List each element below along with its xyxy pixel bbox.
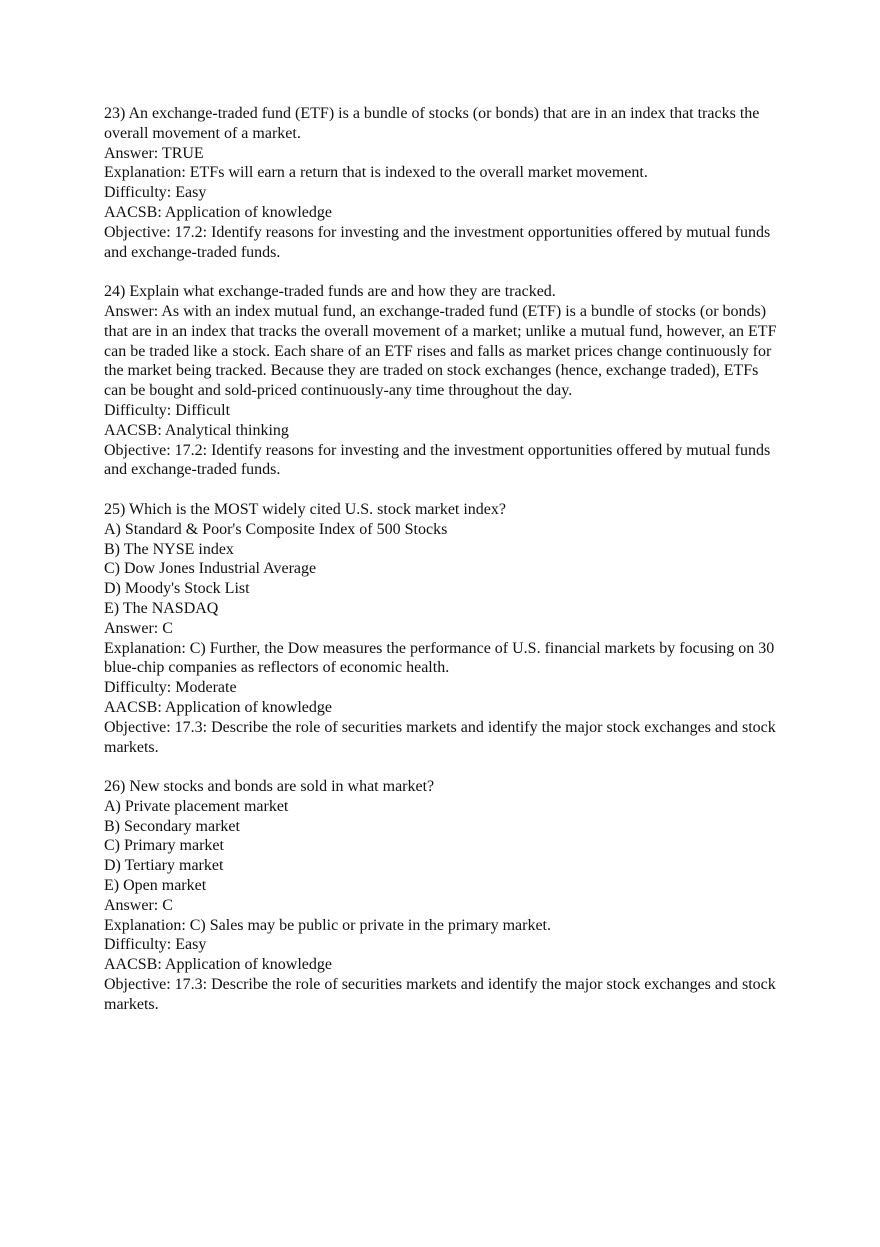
explanation-line: Explanation: C) Further, the Dow measures the performance of U.S. financial markets by focusing on 30 blue-chip companies as reflectors of economic health. bbox=[104, 639, 775, 677]
option-c: C) Primary market bbox=[104, 837, 224, 855]
option-b: B) Secondary market bbox=[104, 817, 240, 835]
option-e: E) Open market bbox=[104, 877, 207, 895]
aacsb-line: AACSB: Application of knowledge bbox=[104, 698, 332, 716]
objective-line: Objective: 17.3: Describe the role of securities markets and identify the major stock exchanges and stock markets. bbox=[104, 718, 776, 756]
objective-line: Objective: 17.2: Identify reasons for investing and the investment opportunities offered by mutual funds and exchange-traded funds. bbox=[104, 441, 771, 479]
aacsb-line: AACSB: Analytical thinking bbox=[104, 421, 289, 439]
question-26 bbox=[104, 777, 784, 1015]
answer-line: Answer: As with an index mutual fund, an exchange-traded fund (ETF) is a bundle of stocks (or bonds) that are in an index that tracks the overall movement of a market; unlike a mutual fund, however, an ETF can be traded like a stock. Each share of an ETF rises and falls as market prices change continuously for the market being tracked. Because they are traded on stock exchanges (hence, exchange traded), ETFs can be bought and sold-priced continuously-any time throughout the day. bbox=[104, 302, 777, 400]
difficulty-line: Difficulty: Moderate bbox=[104, 679, 237, 697]
answer-line: Answer: TRUE bbox=[104, 144, 204, 162]
question-24 bbox=[104, 282, 784, 480]
answer-line: Answer: C bbox=[104, 896, 173, 914]
question-list bbox=[104, 104, 784, 1034]
option-a: A) Standard & Poor's Composite Index of 500 Stocks bbox=[104, 520, 448, 538]
option-d: D) Moody's Stock List bbox=[104, 580, 250, 598]
difficulty-line: Difficulty: Easy bbox=[104, 936, 207, 954]
question-stem: 23) An exchange-traded fund (ETF) is a bundle of stocks (or bonds) that are in an index that tracks the overall movement of a market. bbox=[104, 105, 760, 142]
option-b: B) The NYSE index bbox=[104, 540, 234, 558]
question-stem: 25) Which is the MOST widely cited U.S. stock market index? bbox=[104, 500, 507, 518]
difficulty-line: Difficulty: Difficult bbox=[104, 401, 231, 419]
objective-line: Objective: 17.3: Describe the role of securities markets and identify the major stock exchanges and stock markets. bbox=[104, 976, 776, 1013]
aacsb-line: AACSB: Application of knowledge bbox=[104, 203, 332, 221]
question-25 bbox=[104, 500, 784, 757]
question-stem: 24) Explain what exchange-traded funds are and how they are tracked. bbox=[104, 283, 556, 301]
aacsb-line: AACSB: Application of knowledge bbox=[104, 956, 332, 974]
question-23 bbox=[104, 104, 784, 262]
option-e: E) The NASDAQ bbox=[104, 599, 219, 617]
objective-line: Objective: 17.2: Identify reasons for investing and the investment opportunities offered by mutual funds and exchange-traded funds. bbox=[104, 223, 771, 261]
option-a: A) Private placement market bbox=[104, 797, 289, 815]
explanation-line: Explanation: ETFs will earn a return that is indexed to the overall market movement. bbox=[104, 164, 648, 182]
question-stem: 26) New stocks and bonds are sold in what market? bbox=[104, 778, 435, 796]
difficulty-line: Difficulty: Easy bbox=[104, 184, 207, 202]
answer-line: Answer: C bbox=[104, 619, 173, 637]
option-c: C) Dow Jones Industrial Average bbox=[104, 560, 317, 578]
option-d: D) Tertiary market bbox=[104, 857, 224, 875]
explanation-line: Explanation: C) Sales may be public or private in the primary market. bbox=[104, 916, 551, 934]
